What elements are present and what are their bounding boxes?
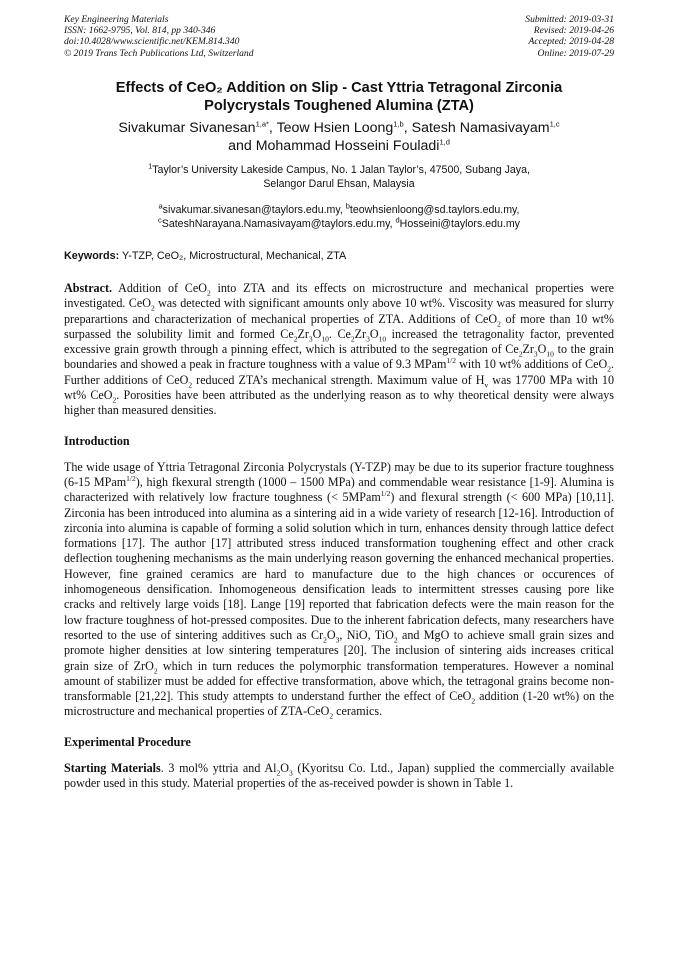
subscript: 3 — [308, 334, 313, 344]
intro-text: which in turn reduces the polymorphic transformation temperatures. However a nominal amount of stabilizer must be added for effective transformation, above which, the tetragonal grains become non-transformable [21,22]. This study attempts to understand further the effect of CeO — [64, 658, 614, 704]
subscript: 2 — [518, 349, 523, 359]
subscript: 2 — [471, 696, 476, 706]
paper-page — [64, 14, 614, 791]
author-sup: 1,d — [439, 136, 450, 146]
journal-header — [64, 14, 614, 66]
author-list — [64, 120, 614, 155]
abstract-text: with 10 wt% additions of CeO — [456, 357, 608, 372]
abstract-text: was 17700 MPa with 10 wt% CeO — [64, 372, 614, 403]
author-emails: $^a$sivakumar.sivanesan@taylors.edu.my, $^b$teowhsienloong@sd.taylors.edu.my, $^c$SateshNarayana.Namasivayam@taylors.edu.my, $^d$Hosseini@taylors.edu.my — [158, 201, 520, 230]
subscript: v — [484, 380, 489, 390]
title-line-2: Polycrystals Toughened Alumina (ZTA) — [204, 97, 474, 114]
intro-text: and MgO to achieve small grain sizes and promote higher densities at low sintering temperatures [20]. The inclusion of sintering aids increases critical grain size of ZrO — [64, 627, 614, 673]
section-heading-experimental: Experimental Procedure — [64, 734, 191, 749]
journal-issn: ISSN: 1662-9795, Vol. 814, pp 340-346 — [64, 25, 216, 37]
affiliation-sup: 1 — [148, 161, 153, 171]
subscript: 2 — [206, 288, 211, 298]
abstract-text: Zr — [522, 342, 534, 357]
author-sep: , — [268, 120, 277, 136]
keywords-text: Y-TZP, CeO₂, Microstructural, Mechanical, ZTA — [122, 250, 347, 262]
introduction-paragraph — [64, 460, 614, 720]
subscript: 2 — [276, 768, 281, 778]
date-revised: Revised: 2019-04-26 — [533, 25, 614, 37]
subscript: 2 — [350, 334, 355, 344]
abstract-text: O — [537, 342, 547, 357]
subscript: 2 — [112, 395, 117, 405]
email-b[interactable]: teowhsienloong@sd.taylors.edu.my — [349, 204, 517, 216]
intro-text: ) and flexural strength (< 600 MPa) [10,11]. Zirconia has been introduced into alumina as a sintering aid in a wide variety of research [12-16]. Introduction of zirconia into alumina is capable of forming a solid solution which in turn, enhances density through lattice defect formations [17]. The author [17] attributed stress induced transformation toughening effect and other crack deflection toughening mechanisms as the main underlying reason governing the enhanced mechanical properties. However, fine grained ceramics are hard to manufacture due to the high chances or occurences of inhomogeneous densification. Inhomogeneous densification leads to intermittent stresses causing pore like cracks and reltively large voids [18]. Lange [19] reported that fabrication defects were the main reason for the low fracture toughness of hot-pressed composites. Due to the inherent fabrication defects, many researchers have resorted to the use of sintering additives such as Cr — [64, 490, 615, 642]
subscript: 2 — [497, 319, 501, 328]
publication-dates — [525, 14, 614, 59]
intro-text: , NiO, TiO — [339, 627, 394, 642]
subscript: 2 — [188, 380, 193, 390]
intro-text: O — [326, 627, 336, 642]
email-a[interactable]: sivakumar.sivanesan@taylors.edu.my — [162, 204, 340, 216]
subscript: 3 — [366, 334, 370, 344]
email-c[interactable]: SateshNarayana.Namasivayam@taylors.edu.my — [161, 218, 390, 230]
abstract — [64, 281, 614, 419]
abstract-text: O — [312, 326, 322, 341]
abstract-text: . Ce — [328, 326, 351, 341]
subscript: 2 — [329, 711, 334, 721]
author-sup: 1,c — [549, 119, 560, 129]
abstract-text: Zr — [354, 326, 367, 341]
experimental-text: . 3 mol% yttria and Al — [160, 760, 277, 775]
intro-text: The wide usage of Yttria Tetragonal Zirconia Polycrystals (Y-TZP) may be due to its superior fracture toughness (6-15 MPam — [64, 459, 614, 489]
keywords — [64, 249, 614, 263]
subscript: 3 — [533, 349, 538, 359]
subscript: 3 — [288, 768, 293, 778]
subscript: 2 — [393, 635, 398, 645]
experimental-text: O — [280, 760, 289, 775]
paper-title — [64, 80, 614, 115]
superscript: 1/2 — [446, 356, 456, 366]
abstract-text: . Further additions of CeO — [64, 357, 614, 387]
subscript: 2 — [607, 364, 611, 374]
subscript: 2 — [293, 334, 298, 344]
intro-text: ceramics. — [333, 704, 383, 719]
abstract-label: Abstract. — [64, 281, 113, 295]
journal-info — [64, 14, 254, 59]
experimental-paragraph — [64, 761, 614, 792]
abstract-text: was detected with significant amounts only above 10 wt%. Viscosity was measured for slurry preparartions and characterization of mechanical properties of ZTA. Additions of CeO — [64, 296, 615, 326]
author-sep: , — [403, 120, 412, 136]
abstract-text: of more than 10 wt% surpassed the solubility limit and formed Ce — [64, 311, 614, 341]
title-line-1: Effects of CeO₂ Addition on Slip - Cast Yttria Tetragonal Zirconia — [115, 80, 563, 96]
affiliation-line-1: Taylor’s University Lakeside Campus, No. 1 Jalan Taylor’s, 47500, Subang Jaya, — [152, 164, 530, 176]
abstract-text: . Porosities have been attributed as the underlying reason as to why theoretical density were always higher than measured densities. — [64, 388, 615, 418]
email-d[interactable]: Hosseini@taylors.edu.my — [399, 218, 520, 230]
section-heading-introduction: Introduction — [64, 433, 130, 448]
author-name: Satesh Namasivayam — [411, 120, 550, 136]
author-sup: 1,a* — [255, 119, 269, 129]
date-online: Online: 2019-07-29 — [537, 47, 614, 59]
abstract-text: Addition of CeO — [118, 281, 207, 295]
intro-text: ), high fkexural strength (1000 – 1500 MPa) and commendable wear resistance [1-9]. Alumina is characterized with relatively low fracture toughness (< 5MPam — [64, 474, 614, 505]
subscript: 2 — [323, 635, 327, 645]
subscript: 10 — [546, 349, 554, 359]
keywords-label: Keywords: — [64, 250, 120, 262]
abstract-text: O — [369, 326, 379, 341]
abstract-text: reduced ZTA’s mechanical strength. Maximum value of H — [192, 372, 485, 387]
experimental-text: (Kyoritsu Co. Ltd., Japan) supplied the commercially available powder used in this study. Material properties of the as-received powder is shown in Table 1. — [64, 760, 614, 791]
abstract-text: to the grain boundaries and showed a peak in fracture toughness with a value of 9.3 MPam — [64, 342, 614, 372]
subscript: 3 — [335, 635, 340, 645]
journal-copyright: © 2019 Trans Tech Publications Ltd, Switzerland — [64, 47, 254, 59]
subscript: 2 — [153, 665, 158, 675]
starting-materials-label: Starting Materials — [64, 760, 161, 775]
author-sup: 1,b — [393, 119, 404, 129]
abstract-text: Zr — [297, 326, 309, 341]
intro-text: addition (1-20 wt%) on the microstructure and mechanical properties of ZTA-CeO — [64, 689, 614, 719]
abstract-text: into ZTA and its effects on microstructure and mechanical properties were investigated. CeO — [64, 281, 614, 311]
affiliation-line-2: Selangor Darul Ehsan, Malaysia — [263, 178, 415, 190]
journal-doi: doi:10.4028/www.scientific.net/KEM.814.340 — [64, 36, 240, 48]
subscript: 10 — [321, 334, 329, 344]
superscript: 1/2 — [126, 473, 136, 483]
subscript: 10 — [378, 334, 387, 344]
date-accepted: Accepted: 2019-04-28 — [528, 36, 614, 48]
affiliation — [64, 163, 614, 191]
author-name: and Mohammad Hosseini Fouladi — [228, 137, 440, 154]
abstract-text: increased the tetragonality factor, prevented excessive grain growth through a pinning effect, which is attributed to the segregation of Ce — [64, 326, 614, 357]
subscript: 2 — [150, 303, 155, 313]
superscript: 1/2 — [380, 489, 391, 499]
author-name: Teow Hsien Loong — [276, 120, 394, 136]
date-submitted: Submitted: 2019-03-31 — [525, 14, 614, 25]
author-name: Sivakumar Sivanesan — [118, 120, 256, 136]
journal-name: Key Engineering Materials — [64, 14, 169, 25]
